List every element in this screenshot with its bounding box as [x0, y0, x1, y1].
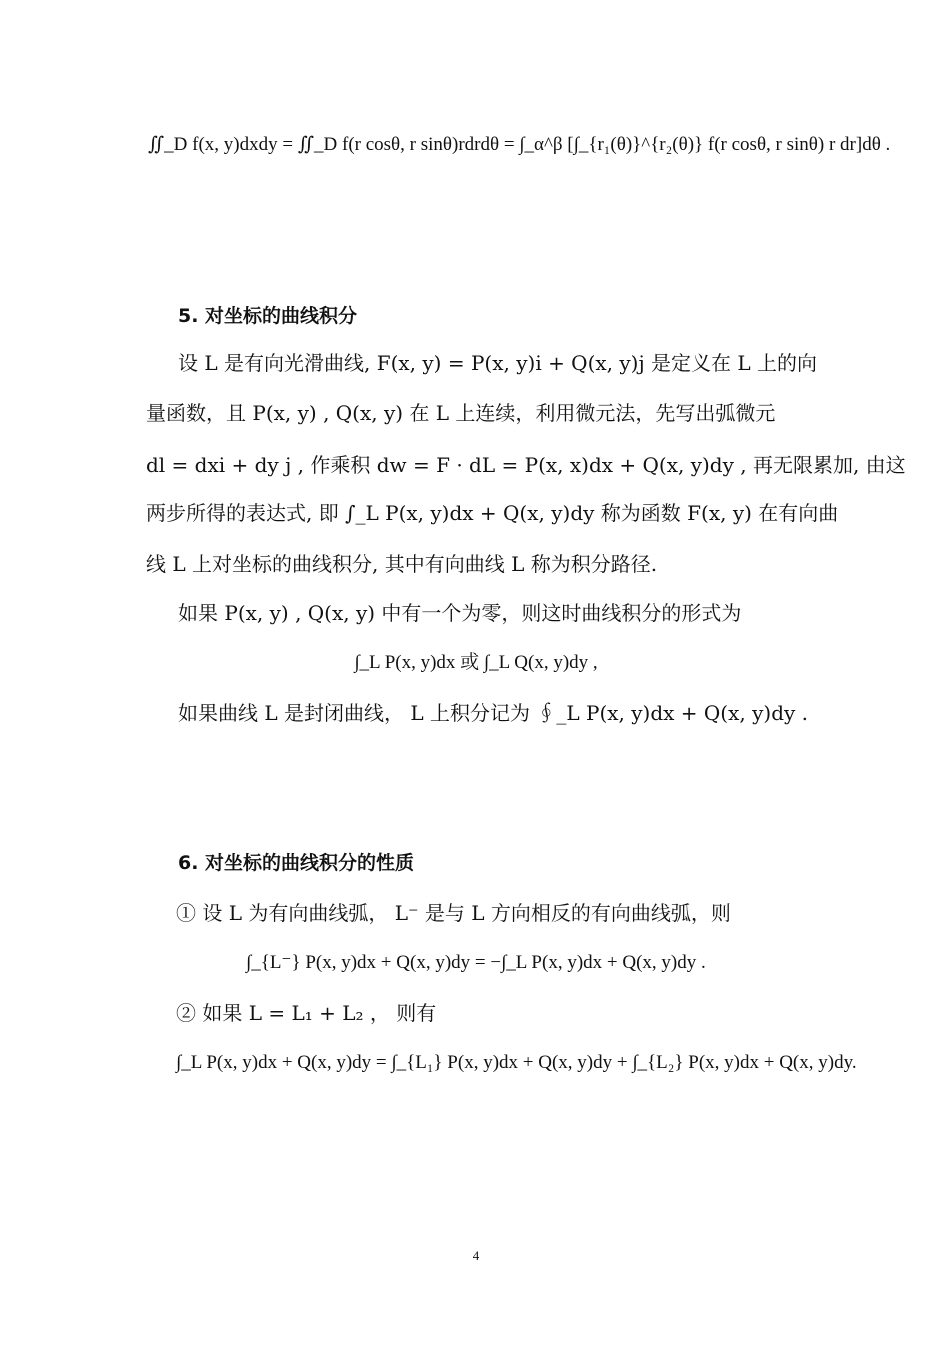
- page-number: 4: [472, 1248, 480, 1263]
- section-5-line-3: dl = dxi + dy j , 作乘积 dw = F · dL = P(x, x)dx + Q(x, y)dy , 再无限累加, 由这: [146, 453, 906, 477]
- formula-special-integrals: ∫_L P(x, y)dx 或 ∫_L Q(x, y)dy ,: [354, 652, 598, 673]
- section-6-item-1: ① 设 L 为有向曲线弧， L⁻ 是与 L 方向相反的有向曲线弧，则: [176, 901, 731, 925]
- section-5-line-4: 两步所得的表达式, 即 ∫_L P(x, y)dx + Q(x, y)dy 称为函数 F(x, y) 在有向曲: [146, 501, 839, 525]
- section-5-line-1: 设 L 是有向光滑曲线, F(x, y) = P(x, y)i + Q(x, y)j 是定义在 L 上的向: [178, 351, 818, 375]
- section-5-line-5: 线 L 上对坐标的曲线积分, 其中有向曲线 L 称为积分路径.: [146, 552, 658, 576]
- formula-additivity: ∫_L P(x, y)dx + Q(x, y)dy = ∫_{L₁} P(x, y)dx + Q(x, y)dy + ∫_{L₂} P(x, y)dx + Q(x, y)dy.: [176, 1052, 857, 1073]
- formula-polar-double-integral: ∬_D f(x, y)dxdy = ∬_D f(r cosθ, r sinθ)rdrdθ = ∫_α^β [∫_{r₁(θ)}^{r₂(θ)} f(r cosθ, r sinθ) r dr]dθ .: [148, 134, 891, 155]
- section-6-item-2: ② 如果 L = L₁ + L₂ ， 则有: [176, 1001, 437, 1025]
- section-5-line-6: 如果 P(x, y) , Q(x, y) 中有一个为零，则这时曲线积分的形式为: [178, 601, 742, 625]
- section-6-heading: 6. 对坐标的曲线积分的性质: [178, 852, 415, 874]
- section-5-line-2: 量函数，且 P(x, y) , Q(x, y) 在 L 上连续，利用微元法，先写出弧微元: [146, 401, 776, 425]
- section-5-closed-curve-line: 如果曲线 L 是封闭曲线， L 上积分记为 ∮_L P(x, y)dx + Q(x, y)dy .: [178, 701, 809, 725]
- formula-reverse-direction: ∫_{L⁻} P(x, y)dx + Q(x, y)dy = −∫_L P(x, y)dx + Q(x, y)dy .: [246, 952, 706, 973]
- section-5-heading: 5. 对坐标的曲线积分: [178, 305, 358, 327]
